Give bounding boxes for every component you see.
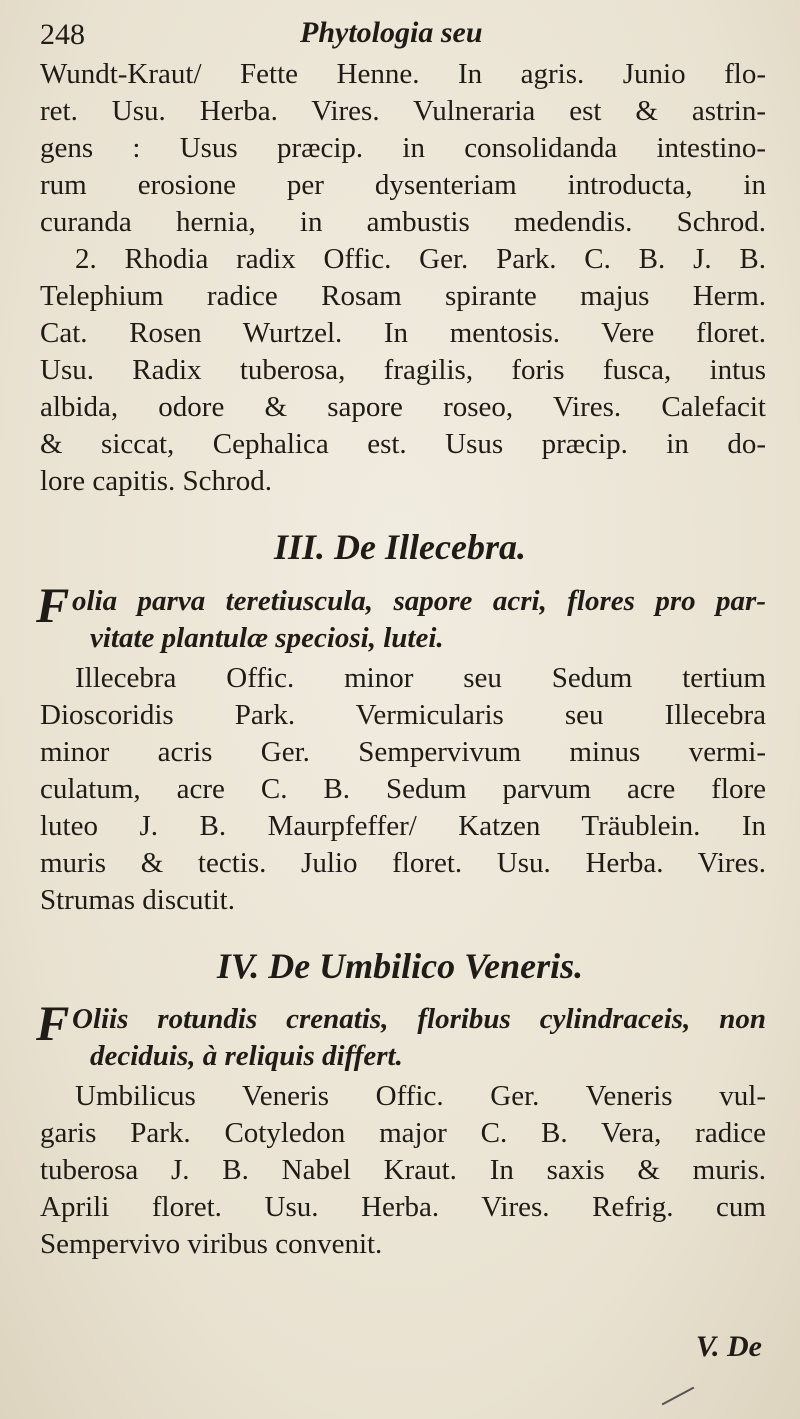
text-line: lore capitis. Schrod. [40,465,272,497]
section-heading: III. De Illecebra. [274,527,526,567]
text-line: Telephium radice Rosam spirante majus Herm. [40,280,766,312]
text-line: Umbilicus Veneris Offic. Ger. Veneris vul- [75,1080,766,1112]
description-line: Oliis rotundis crenatis, floribus cylindraceis, non [72,1003,766,1035]
text-line: Wundt-Kraut/ Fette Henne. In agris. Junio flo- [40,58,766,90]
text-line: ret. Usu. Herba. Vires. Vulneraria est & astrin- [40,95,766,127]
text-line: Cat. Rosen Wurtzel. In mentosis. Vere floret. [40,317,766,349]
section-heading: IV. De Umbilico Veneris. [216,946,584,986]
text-line: curanda hernia, in ambustis medendis. Schrod. [40,206,766,238]
text-line: Illecebra Offic. minor seu Sedum tertium [75,662,766,694]
text-line: Strumas discutit. [40,884,235,916]
text-line: 2. Rhodia radix Offic. Ger. Park. C. B. J. B. [75,243,766,275]
text-line: Usu. Radix tuberosa, fragilis, foris fusca, intus [40,354,766,386]
text-line: garis Park. Cotyledon major C. B. Vera, radice [40,1117,766,1149]
running-head: Phytologia seu [300,16,483,49]
text-line: albida, odore & sapore roseo, Vires. Calefacit [40,391,766,423]
drop-cap: F [36,995,70,1051]
text-line: gens : Usus præcip. in consolidanda intestino- [40,132,766,164]
catchword: V. De [695,1330,762,1363]
text-line: Aprili floret. Usu. Herba. Vires. Refrig. cum [40,1191,766,1223]
text-line: tuberosa J. B. Nabel Kraut. In saxis & muris. [40,1154,766,1186]
page-header [40,14,760,56]
description-line: deciduis, à reliquis differt. [90,1040,403,1072]
text-line: luteo J. B. Maurpfeffer/ Katzen Träublein. In [40,810,766,842]
text-line: rum erosione per dysenteriam introducta, in [40,169,766,201]
page-number: 248 [40,18,85,51]
stray-pen-mark [662,1387,695,1406]
text-line: muris & tectis. Julio floret. Usu. Herba. Vires. [40,847,766,879]
text-line: minor acris Ger. Sempervivum minus vermi- [40,736,766,768]
text-line: & siccat, Cephalica est. Usus præcip. in do- [40,428,766,460]
text-line: culatum, acre C. B. Sedum parvum acre flore [40,773,766,805]
description-line: vitate plantulæ speciosi, lutei. [90,622,444,654]
drop-cap: F [36,577,70,633]
description-line: olia parva teretiuscula, sapore acri, flores pro par- [72,585,766,617]
text-line: Sempervivo viribus convenit. [40,1228,383,1260]
text-line: Dioscoridis Park. Vermicularis seu Illecebra [40,699,766,731]
